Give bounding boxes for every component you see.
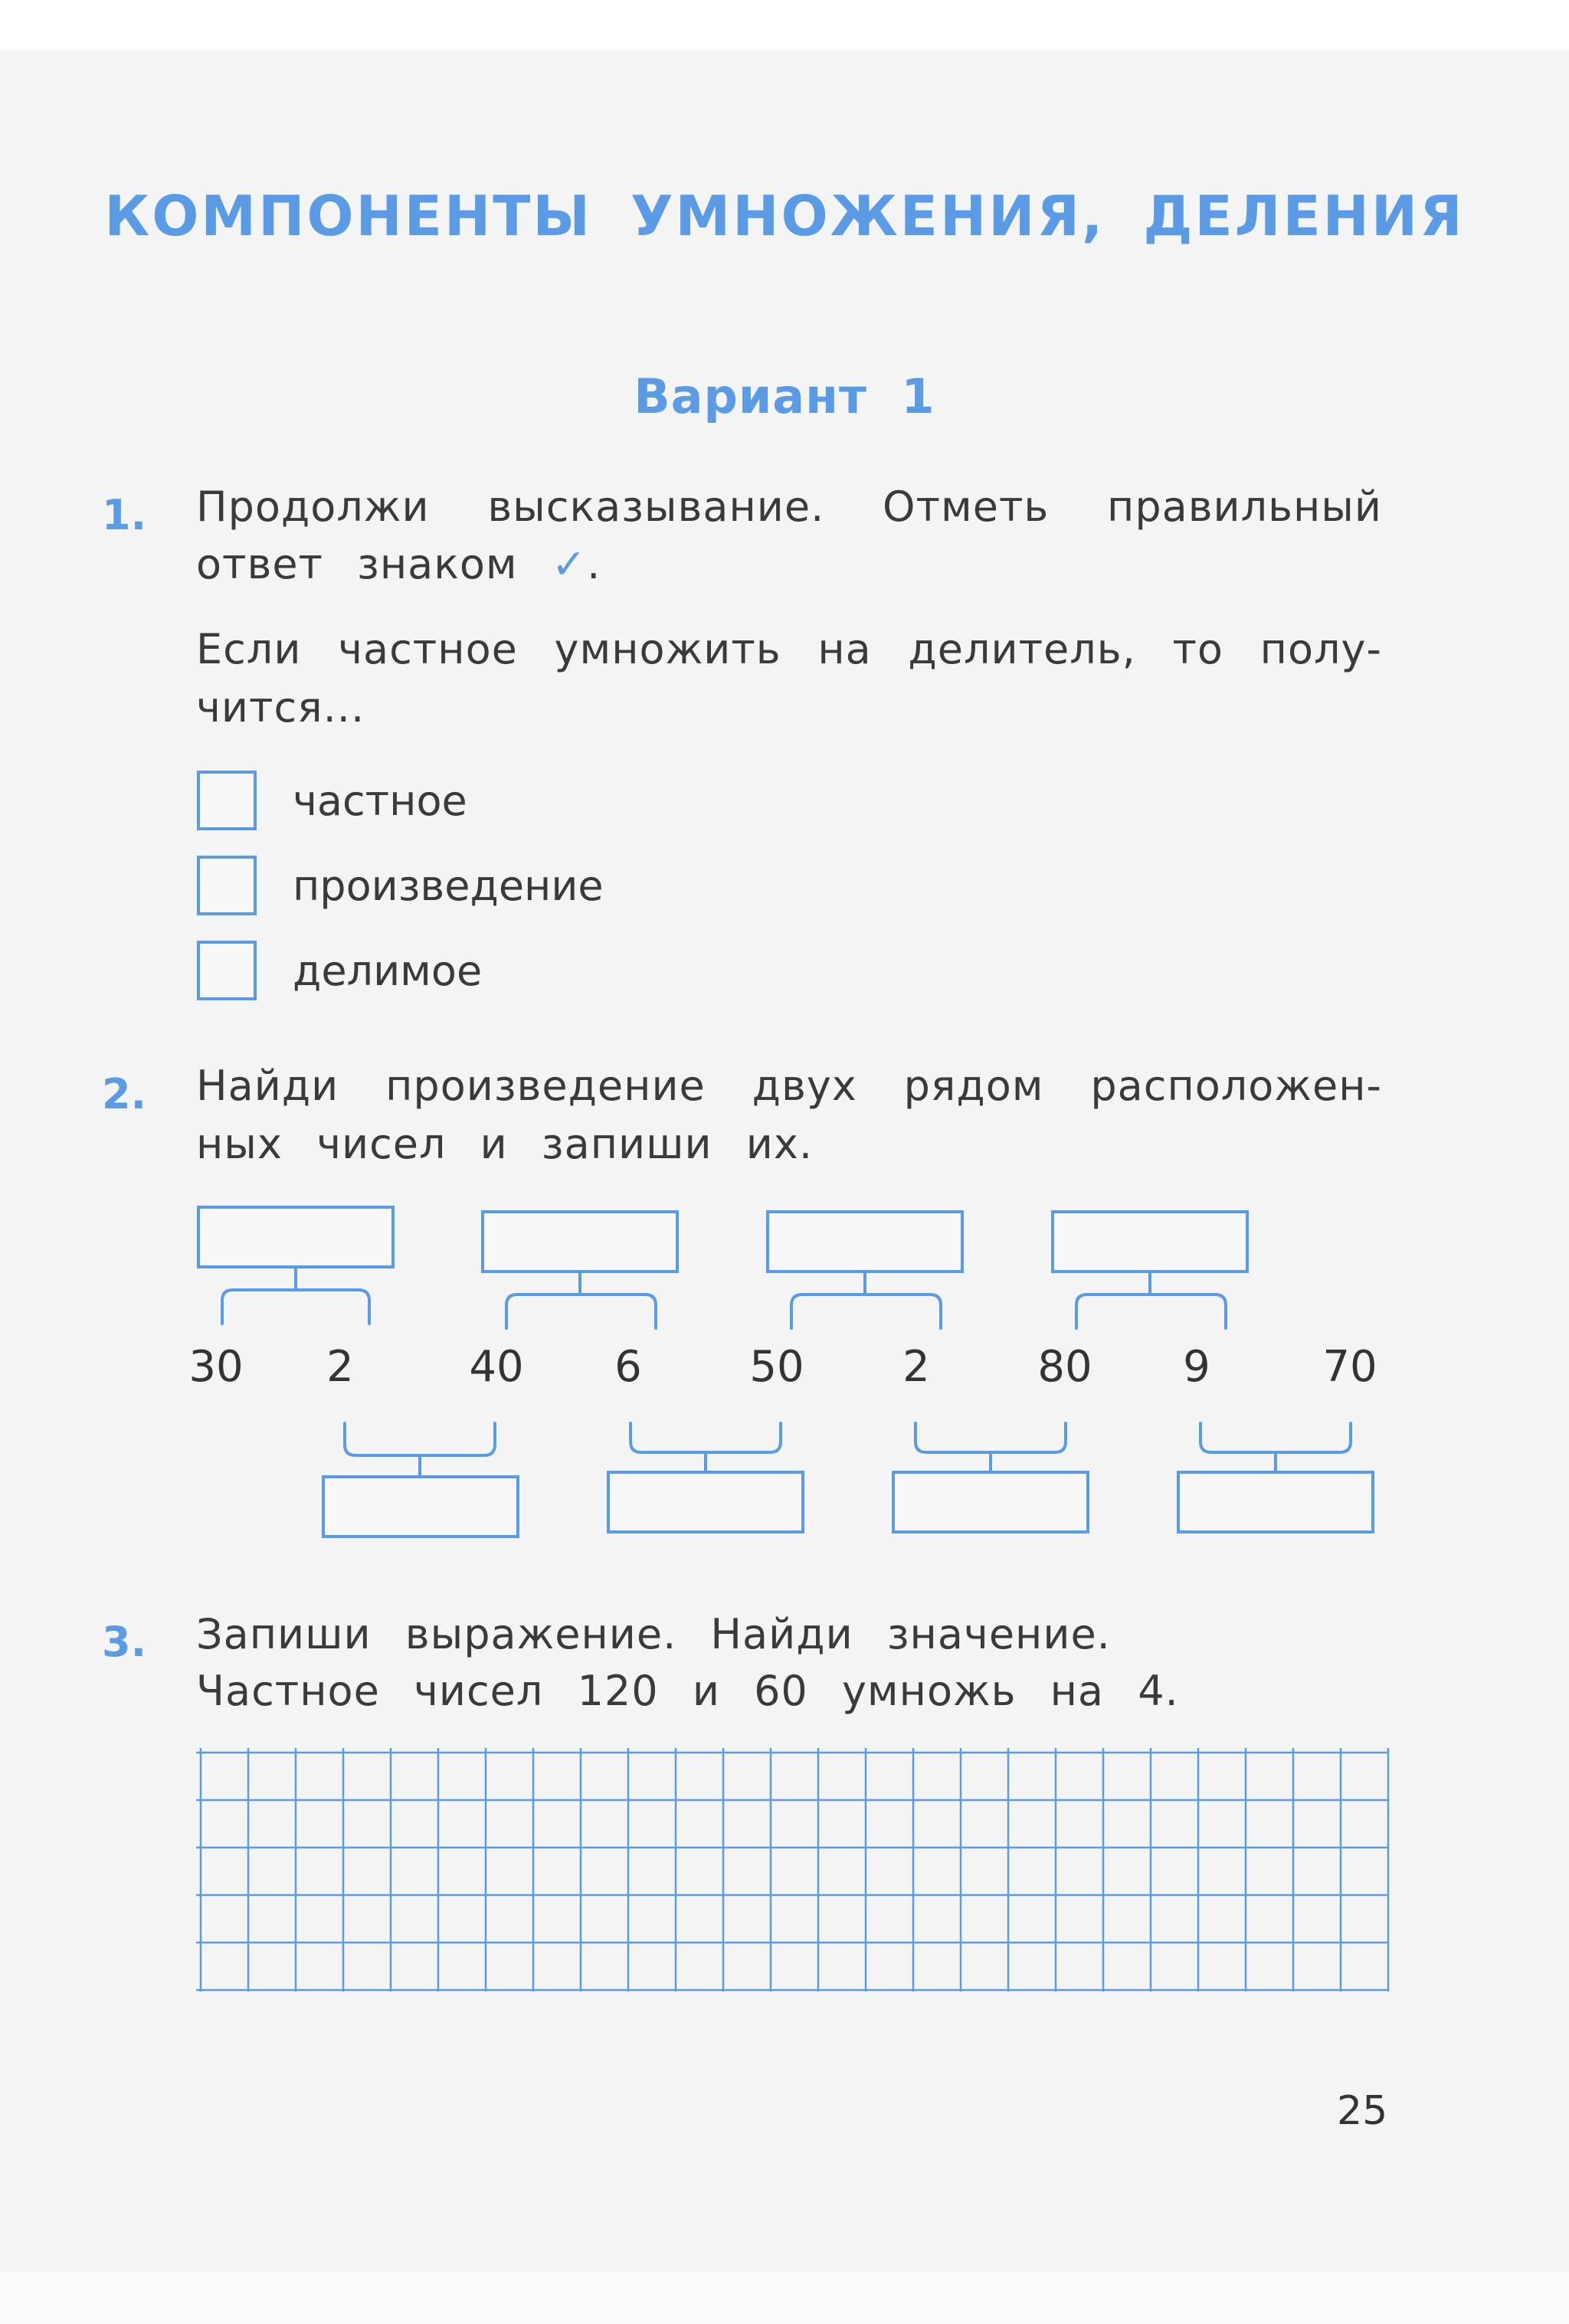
number-9: 70: [1322, 1342, 1377, 1392]
number-5: 50: [749, 1342, 804, 1392]
task-3-instruction-line-2: Частное чисел 120 и 60 умножь на 4.: [196, 1667, 1179, 1715]
number-3: 40: [469, 1342, 524, 1392]
bracket-top-2: [506, 1273, 656, 1328]
task-2-instruction-line-1: Найди произведение двух рядом расположен-: [196, 1062, 1382, 1110]
number-4: 6: [614, 1342, 642, 1392]
option-3-label: делимое: [293, 947, 483, 995]
task-2-number: 2.: [102, 1070, 147, 1118]
bracket-top-1: [222, 1268, 369, 1324]
task-1-instruction-text: ответ знаком: [196, 540, 518, 588]
number-1: 30: [188, 1342, 244, 1392]
bracket-bottom-1: [345, 1423, 495, 1477]
option-2-label: произведение: [293, 862, 604, 910]
bracket-bottom-2: [631, 1423, 781, 1472]
option-1-label: частное: [293, 777, 467, 825]
answer-grid[interactable]: [196, 1748, 1391, 1987]
task-1-instruction-line-1: Продолжи высказывание. Отметь правильный: [196, 483, 1382, 531]
variant-heading: Вариант 1: [634, 368, 935, 424]
bracket-bottom-3: [916, 1423, 1066, 1472]
product-box-bottom-2[interactable]: [607, 1471, 804, 1534]
task-1-question-line-2: чится...: [196, 683, 365, 732]
number-7: 80: [1037, 1342, 1092, 1392]
task-3-instruction-line-1: Запиши выражение. Найди значение.: [196, 1610, 1111, 1658]
task-1-question-line-1: Если частное умножить на делитель, то полу-: [196, 625, 1382, 673]
task-3-number: 3.: [102, 1618, 147, 1666]
bracket-bottom-4: [1200, 1423, 1351, 1472]
number-8: 9: [1183, 1342, 1210, 1392]
product-box-bottom-4[interactable]: [1177, 1471, 1374, 1534]
task-1-number: 1.: [102, 491, 147, 539]
check-mark-icon: ✓: [551, 540, 588, 588]
product-box-bottom-1[interactable]: [322, 1475, 519, 1538]
task-2-instruction-line-2: ных чисел и запиши их.: [196, 1120, 814, 1168]
task-1-instruction-period: .: [587, 540, 601, 588]
page-number: 25: [1337, 2088, 1388, 2134]
bracket-top-3: [791, 1273, 941, 1328]
number-6: 2: [902, 1342, 930, 1392]
page-title: КОМПОНЕНТЫ УМНОЖЕНИЯ, ДЕЛЕНИЯ: [104, 184, 1465, 248]
bracket-top-4: [1076, 1273, 1226, 1328]
product-box-bottom-3[interactable]: [892, 1471, 1089, 1534]
number-2: 2: [326, 1342, 354, 1392]
